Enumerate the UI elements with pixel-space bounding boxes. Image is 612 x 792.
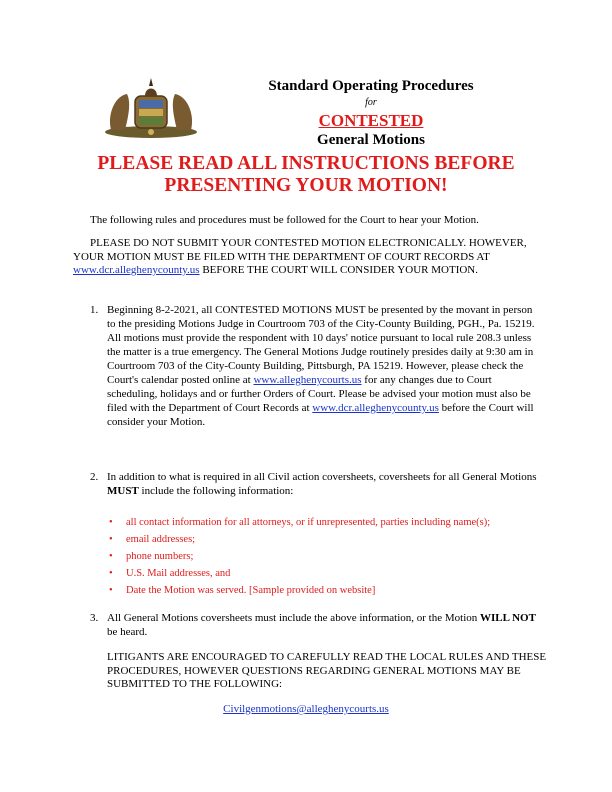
closing-paragraph: LITIGANTS ARE ENCOURAGED TO CAREFULLY READ THE LOCAL RULES AND THESE PROCEDURES, HOWEVER QUESTIONS REGARDING GENERAL MOTIONS MAY BE SUBMITTED TO THE FOLLOWING: (107, 651, 547, 690)
item-number: 2. (90, 471, 99, 483)
required-info-list (109, 514, 490, 599)
intro-paragraph: The following rules and procedures must be followed for the Court to hear your Motion. (90, 214, 479, 226)
warning-line-1: PLEASE READ ALL INSTRUCTIONS BEFORE (97, 153, 515, 174)
bullet-item (109, 514, 490, 531)
contested-heading: CONTESTED (318, 111, 424, 130)
bullet-item (109, 582, 490, 599)
item-text (107, 470, 542, 498)
courts-link[interactable]: www.alleghenycourts.us (253, 374, 362, 386)
dcr-link[interactable]: www.dcr.alleghenycounty.us (73, 264, 200, 276)
bullet-item (109, 548, 490, 565)
bullet-text: Date the Motion was served. [Sample provided on website] (126, 585, 376, 596)
warning-heading (40, 153, 572, 197)
item-1-text-b: for any changes due to Court scheduling, holidays and or further Orders of Court. Please be advised your motion must also be filed with the Department of Court Records at (107, 374, 531, 414)
item-3-bold: WILL NOT (480, 612, 536, 624)
bullet-icon: • (109, 551, 113, 562)
list-item-3 (90, 611, 542, 639)
item-2-text-b: include the following information: (138, 485, 294, 497)
item-3-text-b: be heard. (107, 626, 148, 638)
item-2-text-a: In addition to what is required in all Civil action coversheets, coversheets for all General Motions (107, 471, 537, 483)
bullet-icon: • (109, 568, 113, 579)
contact-email-link[interactable]: Civilgenmotions@alleghenycourts.us (223, 703, 389, 715)
bullet-icon: • (109, 585, 113, 596)
item-text (107, 611, 542, 639)
item-number: 3. (90, 612, 99, 624)
bullet-text: all contact information for all attorneys, or if unrepresented, parties including name(s); (126, 517, 491, 528)
item-2-bold: MUST (107, 485, 139, 497)
bullet-icon: • (109, 517, 113, 528)
item-3-text-a: All General Motions coversheets must include the above information, or the Motion (107, 612, 481, 624)
item-1-text-a: Beginning 8-2-2021, all CONTESTED MOTIONS MUST be presented by the movant in person to the presiding Motions Judge in Courtroom 703 of the City-County Building, PGH., Pa. 15219. All motions must provide the respondent with 10 days' notice pursuant to local rule 208.3 unless the matter is a true emergency. The General Motions Judge routinely presides daily at 9:30 am in Courtroom 703 of the City-County Building, Pittsburgh, PA 15219. However, please check the Court's calendar posted online at (107, 304, 535, 386)
document-title: Standard Operating Procedures (268, 78, 474, 94)
notice-text-end: BEFORE THE COURT WILL CONSIDER YOUR MOTION. (199, 264, 478, 276)
item-1-text-c: before the Court will consider your Motion. (107, 402, 534, 428)
list-item-2 (90, 470, 542, 498)
email-line (0, 703, 612, 715)
notice-text: PLEASE DO NOT SUBMIT YOUR CONTESTED MOTION ELECTRONICALLY. HOWEVER, YOUR MOTION MUST BE FILED WITH THE DEPARTMENT OF COURT RECORDS AT (73, 237, 527, 263)
title-for: for (365, 97, 377, 108)
document-subtitle: General Motions (317, 132, 425, 148)
bullet-text: phone numbers; (126, 551, 194, 562)
bullet-icon: • (109, 534, 113, 545)
list-item-1 (90, 303, 542, 429)
bullet-text: email addresses; (126, 534, 196, 545)
bullet-item (109, 531, 490, 548)
warning-line-2: PRESENTING YOUR MOTION! (164, 175, 448, 196)
bullet-item (109, 565, 490, 582)
item-number: 1. (90, 304, 99, 316)
item-text (107, 303, 542, 429)
dcr-link-2[interactable]: www.dcr.alleghenycounty.us (312, 402, 439, 414)
bullet-text: U.S. Mail addresses, and (126, 568, 231, 579)
notice-paragraph (73, 237, 543, 278)
